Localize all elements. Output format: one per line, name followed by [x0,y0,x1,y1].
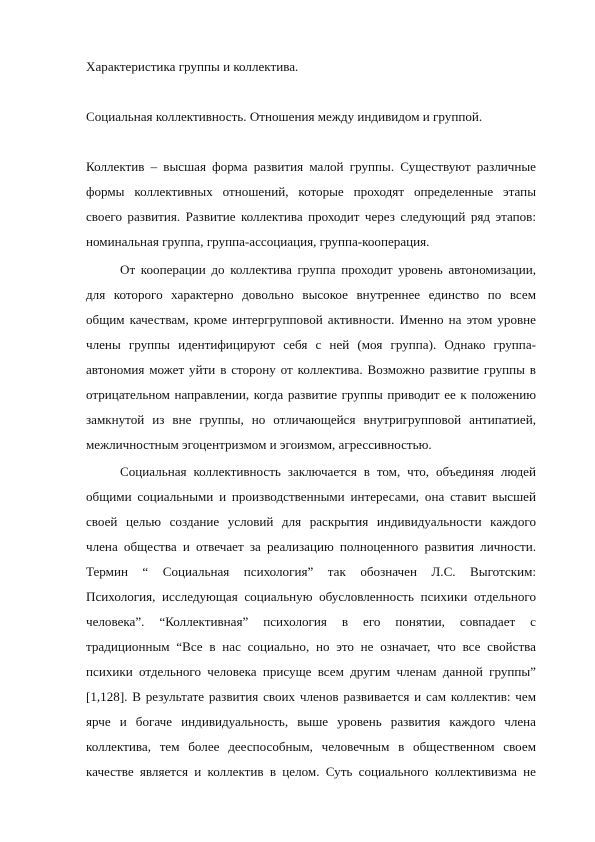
paragraph-2-line: замкнутой из вне группы, но отличающейся внутригрупповой антипатией, [86,412,536,427]
paragraph-1-line: номинальная группа, группа-ассоциация, группа-кооперация. [86,234,430,249]
section-subheading: Социальная коллективность. Отношения между индивидом и группой. [86,109,483,124]
paragraph-2-line: межличностным эгоцентризмом и эгоизмом, агрессивностью. [86,437,432,452]
document-heading: Характеристика группы и коллектива. [86,59,299,74]
paragraph-3-line: Социальная коллективность заключается в том, что, объединяя людей [120,464,536,479]
paragraph-3-line: своей целью создание условий для раскрытия индивидуальности каждого [86,514,536,529]
paragraph-2-line: От кооперации до коллектива группа проходит уровень автономизации, [120,262,536,277]
paragraph-3-line: психики отдельного человека присуще всем другим членам данной группы” [86,664,536,679]
paragraph-3-line: Термин “ Социальная психология” так обозначен Л.С. Выготским: [86,564,536,579]
paragraph-2-line: члены группы идентифицируют себя с ней (моя группа). Однако группа- [86,337,536,352]
paragraph-3-line: ярче и богаче индивидуальность, выше уровень развития каждого члена [86,714,536,729]
paragraph-2-line: для которого характерно довольно высокое внутреннее единство по всем [86,287,536,302]
paragraph-3-line: традиционным “Все в нас социально, но это не означает, что все свойства [86,639,536,654]
paragraph-1-line: своего развития. Развитие коллектива проходит через следующий ряд этапов: [86,209,536,224]
paragraph-3-line: члена общества и отвечает за реализацию полноценного развития личности. [86,539,536,554]
paragraph-2-line: общим качествам, кроме интергрупповой активности. Именно на этом уровне [86,312,536,327]
paragraph-1-line: Коллектив – высшая форма развития малой группы. Существуют различные [86,159,536,174]
paragraph-1-line: формы коллективных отношений, которые проходят определенные этапы [86,184,536,199]
paragraph-2-line: отрицательном направлении, когда развитие группы приводит ее к положению [86,387,536,402]
paragraph-3-line: Психология, исследующая социальную обусловленность психики отдельного [86,589,536,604]
paragraph-3-line: качестве является и коллектив в целом. Суть социального коллективизма не [86,764,536,779]
paragraph-3-line: общими социальными и производственными интересами, она ставит высшей [86,489,536,504]
paragraph-2-line: автономия может уйти в сторону от коллектива. Возможно развитие группы в [86,362,536,377]
paragraph-3-line: [1,128]. В результате развития своих членов развивается и сам коллектив: чем [86,689,536,704]
paragraph-3-line: коллектива, тем более дееспособным, человечным в общественном своем [86,739,536,754]
paragraph-3-line: человека”. “Коллективная” психология в его понятии, совпадает с [86,614,536,629]
